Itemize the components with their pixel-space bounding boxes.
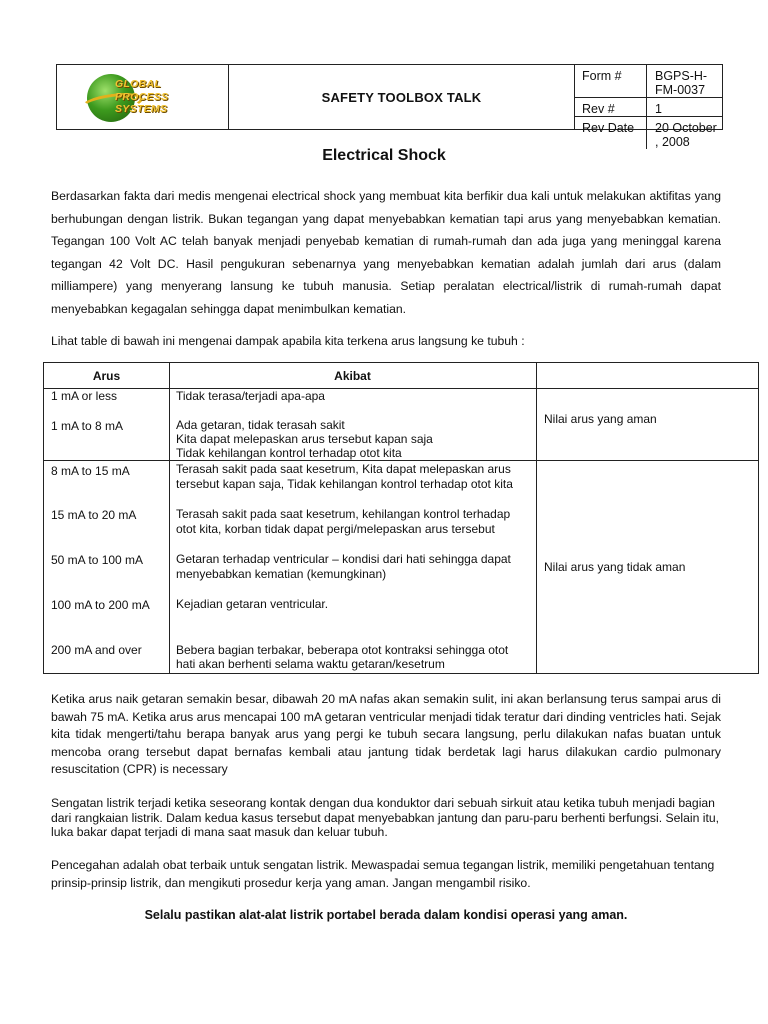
revision-date-row — [575, 116, 722, 149]
document-title: Electrical Shock — [322, 147, 446, 164]
meta-value: 1 — [655, 102, 662, 116]
form-number-row — [575, 65, 722, 97]
akibat-cell: tersebut kapan saja, Tidak kehilangan kontrol terhadap otot kita — [176, 477, 513, 491]
meta-label: Form # — [575, 65, 647, 97]
logo-cell — [57, 65, 229, 129]
after-table-paragraph: Ketika arus naik getaran semakin besar, dibawah 20 mA nafas akan semakin sulit, ini akan berlansung terus sampai arus di bawah 75 mA. Ketika arus arus mencapai 100 mA getaran ventricular menjadi tidak teratur dari dinding ventricles hati. Sejak kita tidak mengerti/tahu berapa banyak arus yang pergi ke tubuh secara langsung, perlu dilakukan nafas buatan untuk mencoba orang tersebut dapat bernafas kembali atau jantung tidak berdetak lagi harus dilakukan cardio pulmonary resuscitation (CPR) is necessary — [51, 692, 721, 776]
column-header-akibat: Akibat — [334, 369, 371, 383]
table-header-row — [44, 363, 758, 389]
status-unsafe-cell: Nilai arus yang tidak aman — [544, 560, 686, 574]
akibat-cell: otot kita, korban tidak dapat pergi/melepaskan arus tersebut — [176, 522, 495, 536]
logo-text: GLOBAL PROCESS SYSTEMS — [115, 78, 169, 115]
akibat-cell: Kejadian getaran ventricular. — [176, 597, 329, 611]
column-divider — [169, 363, 170, 673]
current-effects-table — [43, 362, 759, 674]
meta-value: 20 October , 2008 — [655, 121, 717, 149]
form-meta — [575, 65, 722, 149]
table-intro-paragraph: Lihat table di bawah ini mengenai dampak apabila kita terkena arus langsung ke tubuh : — [51, 334, 525, 348]
akibat-cell: menyebabkan kematian (kemungkinan) — [176, 567, 387, 581]
akibat-cell: Getaran terhadap ventricular – kondisi dari hati sehingga dapat — [176, 552, 511, 566]
arus-cell: 50 mA to 100 mA — [51, 553, 144, 567]
revision-row — [575, 97, 722, 116]
akibat-cell: hati akan berhenti selama waktu getaran/kesetrum — [176, 657, 445, 671]
header-title: SAFETY TOOLBOX TALK — [229, 65, 575, 129]
column-header-arus: Arus — [92, 369, 121, 383]
meta-value: BGPS-H-FM-0037 — [655, 69, 708, 97]
document-header — [56, 64, 723, 149]
meta-label: Rev Date — [575, 117, 647, 149]
arus-cell: 100 mA to 200 mA — [51, 598, 150, 612]
akibat-cell: Kita dapat melepaskan arus tersebut kapan saja — [176, 432, 433, 446]
arus-cell: 1 mA or less — [51, 389, 118, 403]
company-logo — [85, 72, 203, 124]
closing-statement: Selalu pastikan alat-alat listrik portabel berada dalam kondisi operasi yang aman. — [144, 908, 628, 922]
arus-cell: 200 mA and over — [51, 643, 142, 657]
status-safe-cell: Nilai arus yang aman — [544, 412, 657, 426]
akibat-cell: Terasah sakit pada saat kesetrum, Kita dapat melepaskan arus — [176, 462, 511, 476]
intro-paragraph: Berdasarkan fakta dari medis mengenai electrical shock yang membuat kita berfikir dua kali untuk melakukan aktifitas yang berhubungan dengan listrik. Bukan tegangan yang dapat menyebabkan kematian tapi arus yang menyebabkan kematian. Tegangan 100 Volt AC telah banyak menjadi penyebab kematian di rumah-rumah dan ada juga yang meninggal karena tegangan 42 Volt DC. Hasil pengukuran sebenarnya yang menyebabkan kematian adalah jumlah dari arus (dalam milliampere) yang menyerang lansung ke tubuh manusia. Setiap peralatan electrical/listrik di rumah-rumah dapat menyebabkan kegagalan sehingga dapat menimbulkan kematian. — [51, 189, 721, 316]
column-divider — [536, 363, 537, 673]
arus-cell: 15 mA to 20 mA — [51, 508, 137, 522]
akibat-cell: Ada getaran, tidak terasah sakit — [176, 418, 345, 432]
akibat-cell: Tidak terasa/terjadi apa-apa — [176, 389, 325, 403]
arus-cell: 1 mA to 8 mA — [51, 419, 124, 433]
akibat-cell: Tidak kehilangan kontrol terhadap otot kita — [176, 446, 402, 460]
akibat-cell: Terasah sakit pada saat kesetrum, kehilangan kontrol terhadap — [176, 507, 511, 521]
contact-paragraph: Sengatan listrik terjadi ketika seseorang kontak dengan dua konduktor dari sebuah sirkuit atau ketika tubuh menjadi bagian dari rangkaian listrik. Dalam kedua kasus tersebut dapat menyebabkan jantung dan paru-paru berhenti berfungsi. Selain itu, luka bakar dapat terjadi di mana saat masuk dan keluar tubuh. — [51, 796, 720, 839]
arus-cell: 8 mA to 15 mA — [51, 464, 130, 478]
meta-label: Rev # — [575, 98, 647, 116]
akibat-cell: Bebera bagian terbakar, beberapa otot kontraksi sehingga otot — [176, 643, 509, 657]
prevention-paragraph: Pencegahan adalah obat terbaik untuk sengatan listrik. Mewaspadai semua tegangan listrik, memiliki pengetahuan tentang prinsip-prinsip listrik, dan mengikuti prosedur kerja yang aman. Jangan mengambil risiko. — [51, 858, 715, 890]
